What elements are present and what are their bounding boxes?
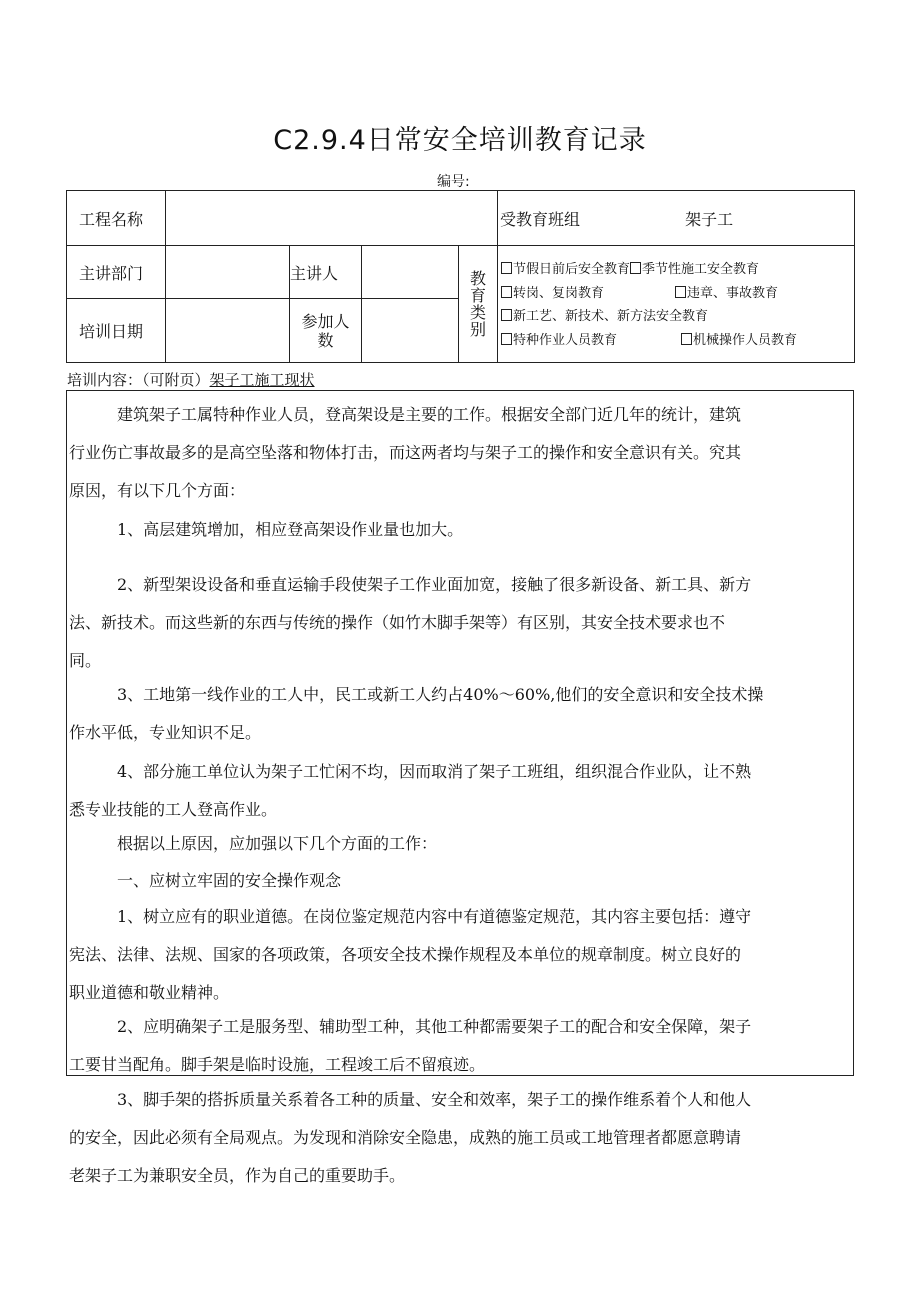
date-field[interactable] <box>166 299 290 363</box>
category-option: 转岗、复岗教育 <box>513 285 605 301</box>
category-option: 新工艺、新技术、新方法安全教育 <box>513 309 709 324</box>
paragraph: 2、新型架设设备和垂直运输手段使架子工作业面加宽，接触了很多新设备、新工具、新方 法、新技术。而这些新的东西与传统的操作（如竹木脚手架等）有区别，其安全技术要求也不 同。 <box>69 575 752 670</box>
category-option: 节假日前后安全教育 <box>513 262 631 277</box>
category-option: 违章、事故教育 <box>687 285 779 301</box>
category-label: 教 育 类 别 <box>459 246 498 363</box>
paragraph: 根据以上原因，应加强以下几个方面的工作： <box>117 834 438 853</box>
checkbox[interactable] <box>501 286 512 298</box>
paragraph: 一、应树立牢固的安全操作观念 <box>117 871 342 890</box>
team-label: 受教育班组 <box>500 209 581 229</box>
category-option: 季节性施工安全教育 <box>642 262 760 277</box>
project-name-field[interactable] <box>166 191 498 246</box>
paragraph: 3、工地第一线作业的工人中，民工或新工人约占40%～60%,他们的安全意识和安全技术操 作水平低，专业知识不足。 <box>69 685 764 742</box>
checkbox[interactable] <box>681 333 692 345</box>
date-label: 培训日期 <box>67 299 166 363</box>
paragraph: 建筑架子工属特种作业人员，登高架设是主要的工作。根据安全部门近几年的统计，建筑 行业伤亡事故最多的是高空坠落和物体打击，而这两者均与架子工的操作和安全意识有关。究其 原因，有以下几个方面： <box>69 405 742 500</box>
page-title: C2.9.4日常安全培训教育记录 <box>273 125 647 156</box>
project-name-label: 工程名称 <box>67 191 166 246</box>
speaker-label: 主讲人 <box>290 246 362 299</box>
participants-label: 参加人 数 <box>290 299 362 363</box>
category-option: 特种作业人员教育 <box>513 332 618 348</box>
record-header-table <box>66 190 855 363</box>
team-value[interactable]: 架子工 <box>685 209 734 229</box>
paragraph: 1、高层建筑增加，相应登高架设作业量也加大。 <box>117 520 464 539</box>
participants-field[interactable] <box>362 299 459 363</box>
dept-field[interactable] <box>166 246 290 299</box>
checkbox[interactable] <box>501 262 512 274</box>
category-options <box>498 246 855 363</box>
team-cell <box>498 191 855 246</box>
document-number-label: 编号: <box>437 174 470 190</box>
checkbox[interactable] <box>501 309 512 321</box>
paragraph: 2、应明确架子工是服务型、辅助型工种，其他工种都需要架子工的配合和安全保障，架子 工要甘当配角。脚手架是临时设施，工程竣工后不留痕迹。 <box>69 1017 752 1074</box>
checkbox[interactable] <box>675 286 686 298</box>
dept-label: 主讲部门 <box>67 246 166 299</box>
paragraph: 1、树立应有的职业道德。在岗位鉴定规范内容中有道德鉴定规范，其内容主要包括：遵守 宪法、法律、法规、国家的各项政策，各项安全技术操作规程及本单位的规章制度。树立良好的 职业道德和敬业精神。 <box>69 907 752 1002</box>
paragraph: 4、部分施工单位认为架子工忙闲不均，因而取消了架子工班组，组织混合作业队，让不熟 悉专业技能的工人登高作业。 <box>69 762 752 819</box>
category-option: 机械操作人员教育 <box>693 332 798 348</box>
content-label: 培训内容：（可附页）架子工施工现状 <box>67 371 315 389</box>
checkbox[interactable] <box>501 333 512 345</box>
checkbox[interactable] <box>630 262 641 274</box>
content-topic: 架子工施工现状 <box>209 371 315 389</box>
speaker-field[interactable] <box>362 246 459 299</box>
paragraph: 3、脚手架的搭拆质量关系着各工种的质量、安全和效率，架子工的操作维系着个人和他人 的安全，因此必须有全局观点。为发现和消除安全隐患，成熟的施工员或工地管理者都愿意聘请 老架子工为兼职安全员，作为自己的重要助手。 <box>69 1090 752 1185</box>
